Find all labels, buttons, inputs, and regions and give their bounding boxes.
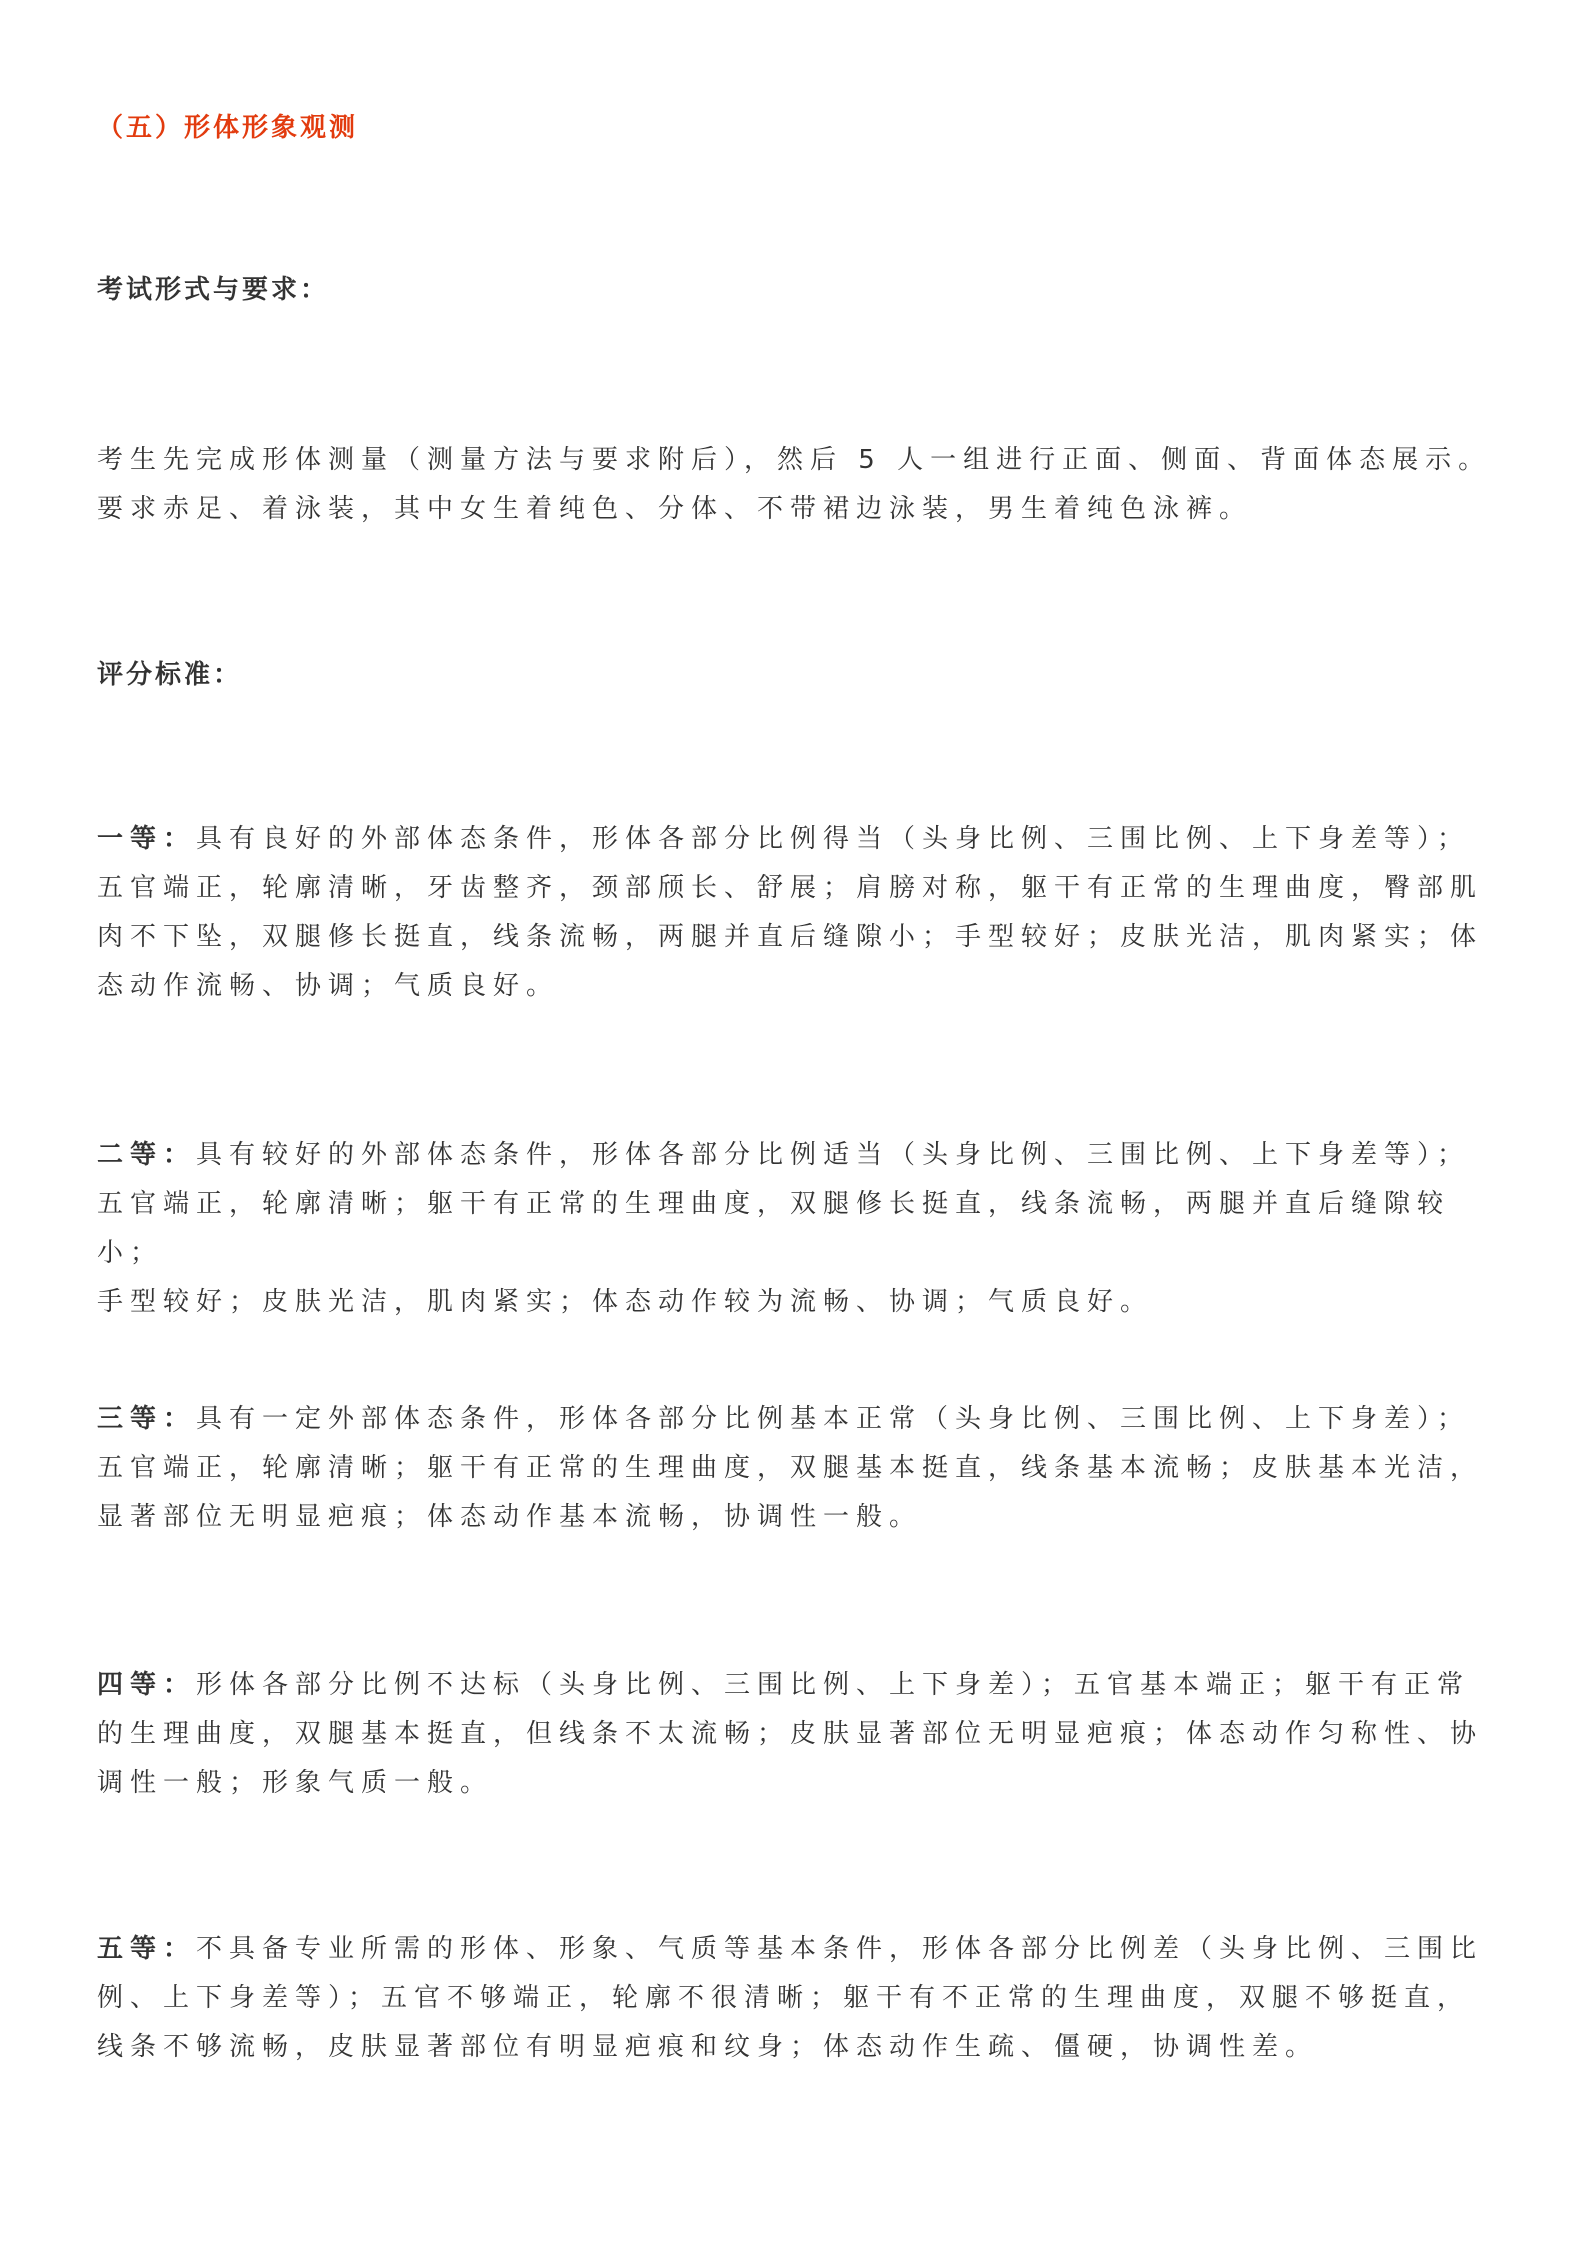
grade-text: 具有一定外部体态条件，形体各部分比例基本正常（头身比例、三围比例、上下身差）； [196, 1404, 1471, 1434]
grade-text: 不具备专业所需的形体、形象、气质等基本条件，形体各部分比例差（头身比例、三围比 [196, 1934, 1484, 1964]
scoring-heading: 评分标准： [97, 660, 243, 690]
grade-label: 一等： [97, 824, 197, 854]
grade-label: 二等： [97, 1140, 197, 1170]
grade-paragraph-5 [97, 1925, 1497, 2072]
paragraph-line: 手型较好；皮肤光洁，肌肉紧实；体态动作较为流畅、协调；气质良好。 [97, 1287, 1154, 1317]
grade-label: 三等： [97, 1404, 197, 1434]
paragraph-line: 调性一般；形象气质一般。 [97, 1768, 494, 1798]
exam-requirements-paragraph [97, 436, 1497, 534]
section-title: （五）形体形象观测 [97, 113, 359, 143]
paragraph-line [97, 1131, 1497, 1180]
grade-paragraph-3 [97, 1395, 1497, 1542]
paragraph-line [97, 1395, 1497, 1444]
exam-heading: 考试形式与要求： [97, 275, 330, 305]
paragraph-line: 肉不下坠，双腿修长挺直，线条流畅，两腿并直后缝隙小；手型较好；皮肤光洁，肌肉紧实；体 [97, 922, 1484, 952]
paragraph-line: 显著部位无明显疤痕；体态动作基本流畅，协调性一般。 [97, 1502, 923, 1532]
grade-text: 形体各部分比例不达标（头身比例、三围比例、上下身差）；五官基本端正；躯干有正常 [196, 1670, 1471, 1700]
paragraph-line: 五官端正，轮廓清晰，牙齿整齐，颈部颀长、舒展；肩膀对称，躯干有正常的生理曲度，臀部肌 [97, 873, 1484, 903]
paragraph-line: 的生理曲度，双腿基本挺直，但线条不太流畅；皮肤显著部位无明显疤痕；体态动作匀称性、协 [97, 1719, 1484, 1749]
paragraph-line [97, 1661, 1497, 1710]
paragraph-line: 要求赤足、着泳装，其中女生着纯色、分体、不带裙边泳装，男生着纯色泳裤。 [97, 494, 1253, 524]
paragraph-line: 五官端正，轮廓清晰；躯干有正常的生理曲度，双腿基本挺直，线条基本流畅；皮肤基本光洁， [97, 1453, 1484, 1483]
grade-text: 具有较好的外部体态条件，形体各部分比例适当（头身比例、三围比例、上下身差等）； [196, 1140, 1471, 1170]
grade-label: 四等： [97, 1670, 197, 1700]
grade-paragraph-1 [97, 815, 1497, 1011]
paragraph-line [97, 1925, 1497, 1974]
paragraph-line: 例、上下身差等）；五官不够端正，轮廓不很清晰；躯干有不正常的生理曲度，双腿不够挺直， [97, 1983, 1471, 2013]
grade-paragraph-2 [97, 1131, 1497, 1327]
grade-text: 具有良好的外部体态条件，形体各部分比例得当（头身比例、三围比例、上下身差等）； [196, 824, 1471, 854]
grade-label: 五等： [97, 1934, 197, 1964]
grade-paragraph-4 [97, 1661, 1497, 1808]
paragraph-line [97, 815, 1497, 864]
paragraph-line: 五官端正，轮廓清晰；躯干有正常的生理曲度，双腿修长挺直，线条流畅，两腿并直后缝隙较小； [97, 1189, 1451, 1268]
paragraph-line: 考生先完成形体测量（测量方法与要求附后），然后 5 人一组进行正面、侧面、背面体态展示。 [97, 445, 1492, 475]
paragraph-line: 态动作流畅、协调；气质良好。 [97, 971, 560, 1001]
paragraph-line: 线条不够流畅，皮肤显著部位有明显疤痕和纹身；体态动作生疏、僵硬，协调性差。 [97, 2032, 1319, 2062]
